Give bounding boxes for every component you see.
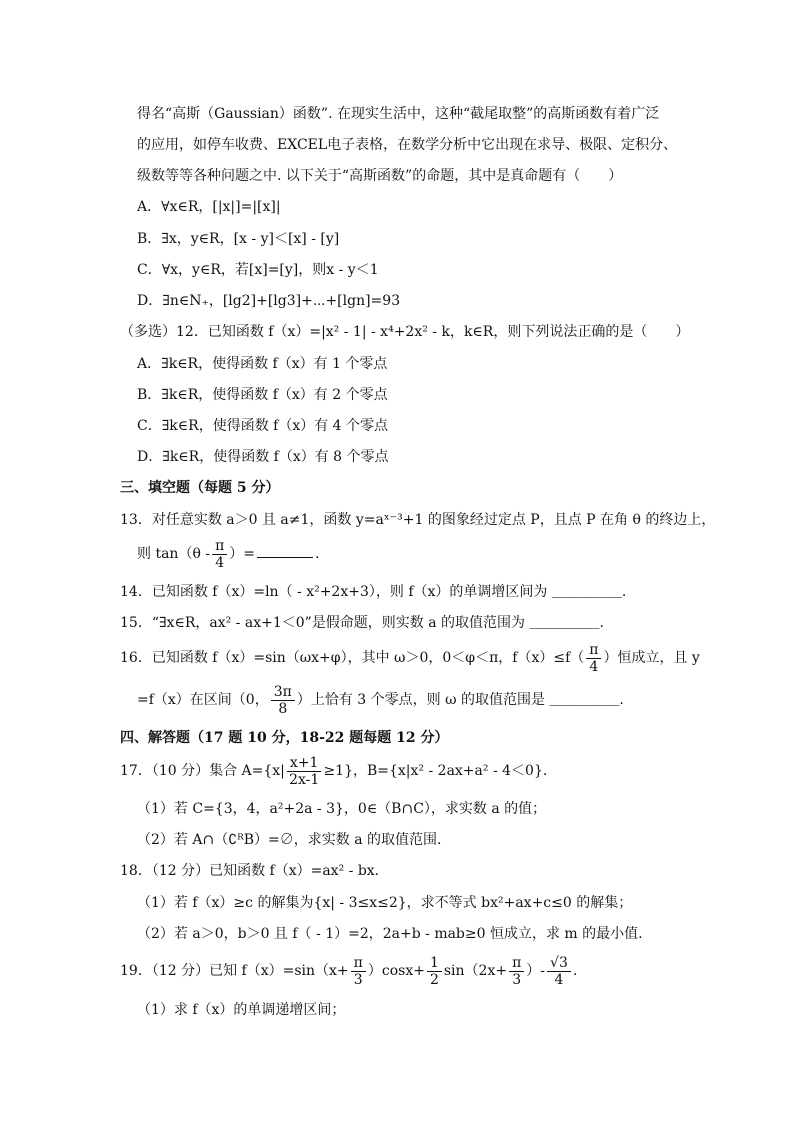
q19-fraction-4-den: 4 xyxy=(554,971,564,988)
q16-text-pre: 16．已知函数 f（x）=sin（ωx+φ），其中 ω＞0，0＜φ＜π，f（x）≤f（ xyxy=(120,650,585,666)
q16b-text-post: ）上恰有 3 个零点，则 ω 的取值范围是 ＿＿＿＿＿. xyxy=(296,692,624,708)
q15: 15．“∃x∈R，ax² - ax+1＜0”是假命题，则实数 a 的取值范围为 ＿＿＿＿＿. xyxy=(120,615,604,631)
q11-intro-line-2: 的应用，如停车收费、EXCEL电子表格，在数学分析中它出现在求导、极限、定积分、 xyxy=(137,137,678,153)
q17-fraction xyxy=(287,755,322,788)
q19-fraction-3 xyxy=(509,955,524,988)
q16-text-post: ）恒成立，且 y xyxy=(603,650,700,666)
q12-option-c: C．∃k∈R，使得函数 f（x）有 4 个零点 xyxy=(137,418,389,434)
q17-text-post: ≥1}，B={x|x² - 2ax+a² - 4＜0}. xyxy=(323,763,548,779)
q13-fraction-num: π xyxy=(212,538,227,555)
q18-stem: 18．（12 分）已知函数 f（x）=ax² - bx. xyxy=(120,863,380,879)
q16b-text-pre: =f（x）在区间（0， xyxy=(137,692,269,708)
q19-text-mid-1: ）cosx+ xyxy=(367,963,425,979)
q16-fraction-den: 4 xyxy=(589,658,599,675)
q16-fraction xyxy=(586,642,601,675)
q19-fraction-3-num: π xyxy=(509,955,524,972)
q11-option-c: C．∀x，y∈R，若[x]=[y]，则x - y＜1 xyxy=(137,262,379,278)
q13-text-end: . xyxy=(315,546,320,562)
q17-part-1: （1）若 C={3，4，a²+2a - 3}，0∈（B∩C），求实数 a 的值； xyxy=(137,801,547,817)
q12-option-a: A．∃k∈R，使得函数 f（x）有 1 个零点 xyxy=(137,356,388,372)
q12-option-b: B．∃k∈R，使得函数 f（x）有 2 个零点 xyxy=(137,387,388,403)
q17-stem xyxy=(120,753,547,789)
q19-fraction-4 xyxy=(547,955,571,988)
q11-option-a: A．∀x∈R，[|x|]=|[x]| xyxy=(137,199,281,215)
q19-text-mid-3: ）- xyxy=(526,963,546,979)
q18-part-1: （1）若 f（x）≥c 的解集为{x| - 3≤x≤2}，求不等式 bx²+ax+c≤0 的解集； xyxy=(137,895,633,911)
q17-part-2: （2）若 A∩（∁ᴿB）=∅，求实数 a 的取值范围. xyxy=(137,832,442,848)
q16-line-1 xyxy=(120,640,700,676)
q11-intro-line-3: 级数等等各种问题之中. 以下关于“高斯函数”的命题，其中是真命题有（ ） xyxy=(137,168,623,184)
q19-text-mid-2: sin（2x+ xyxy=(443,963,508,979)
q13-fraction xyxy=(212,538,227,571)
q19-fraction-1 xyxy=(351,955,366,988)
q16b-fraction xyxy=(271,684,295,717)
q17-text-pre: 17．（10 分）集合 A={x| xyxy=(120,763,285,779)
q19-text-pre: 19．（12 分）已知 f（x）=sin（x+ xyxy=(120,963,349,979)
q11-option-d: D．∃n∈N₊，[lg2]+[lg3]+⋯+[lgn]=93 xyxy=(137,293,401,309)
q19-fraction-4-num: √3 xyxy=(547,955,571,972)
q12-stem: （多选）12．已知函数 f（x）=|x² - 1| - x⁴+2x² - k，k∈R，则下列说法正确的是（ ） xyxy=(120,324,690,340)
q19-text-end: . xyxy=(572,963,578,979)
q13-line-2 xyxy=(137,536,319,572)
q16b-fraction-den: 8 xyxy=(278,700,288,717)
q13-text-pre: 则 tan（θ - xyxy=(137,546,211,562)
q13-fraction-den: 4 xyxy=(215,554,225,571)
q11-option-b: B．∃x，y∈R，[x - y]＜[x] - [y] xyxy=(137,231,340,247)
q19-stem xyxy=(120,953,577,989)
q13-answer-blank xyxy=(257,543,313,558)
q16-fraction-num: π xyxy=(586,642,601,659)
q17-fraction-den: 2x-1 xyxy=(289,771,320,788)
section-4-heading: 四、解答题（17 题 10 分，18-22 题每题 12 分） xyxy=(120,730,449,746)
q18-part-2: （2）若 a＞0，b＞0 且 f（ - 1）=2，2a+b - mab≥0 恒成立，求 m 的最小值. xyxy=(137,926,643,942)
q12-option-d: D．∃k∈R，使得函数 f（x）有 8 个零点 xyxy=(137,449,389,465)
q13-line-1: 13．对任意实数 a＞0 且 a≠1，函数 y=aˣ⁻³+1 的图象经过定点 P，且点 P 在角 θ 的终边上， xyxy=(120,512,716,528)
section-3-heading: 三、填空题（每题 5 分） xyxy=(120,480,280,496)
q19-fraction-2-num: 1 xyxy=(427,955,442,972)
q19-fraction-2-den: 2 xyxy=(429,971,439,988)
q19-fraction-3-den: 3 xyxy=(512,971,522,988)
q11-intro-line-1: 得名“高斯（Gaussian）函数”. 在现实生活中，这种“截尾取整”的高斯函数有着广泛 xyxy=(137,106,660,122)
q17-fraction-num: x+1 xyxy=(287,755,322,772)
q19-part-1: （1）求 f（x）的单调递增区间； xyxy=(137,1002,346,1018)
q13-text-post: ）= xyxy=(229,546,255,562)
q19-fraction-1-num: π xyxy=(351,955,366,972)
q19-fraction-1-den: 3 xyxy=(353,971,363,988)
q14: 14．已知函数 f（x）=ln（ - x²+2x+3），则 f（x）的单调增区间为 ＿＿＿＿＿. xyxy=(120,584,627,600)
q16-line-2 xyxy=(137,682,624,718)
q16b-fraction-num: 3π xyxy=(271,684,295,701)
q19-fraction-2 xyxy=(427,955,442,988)
